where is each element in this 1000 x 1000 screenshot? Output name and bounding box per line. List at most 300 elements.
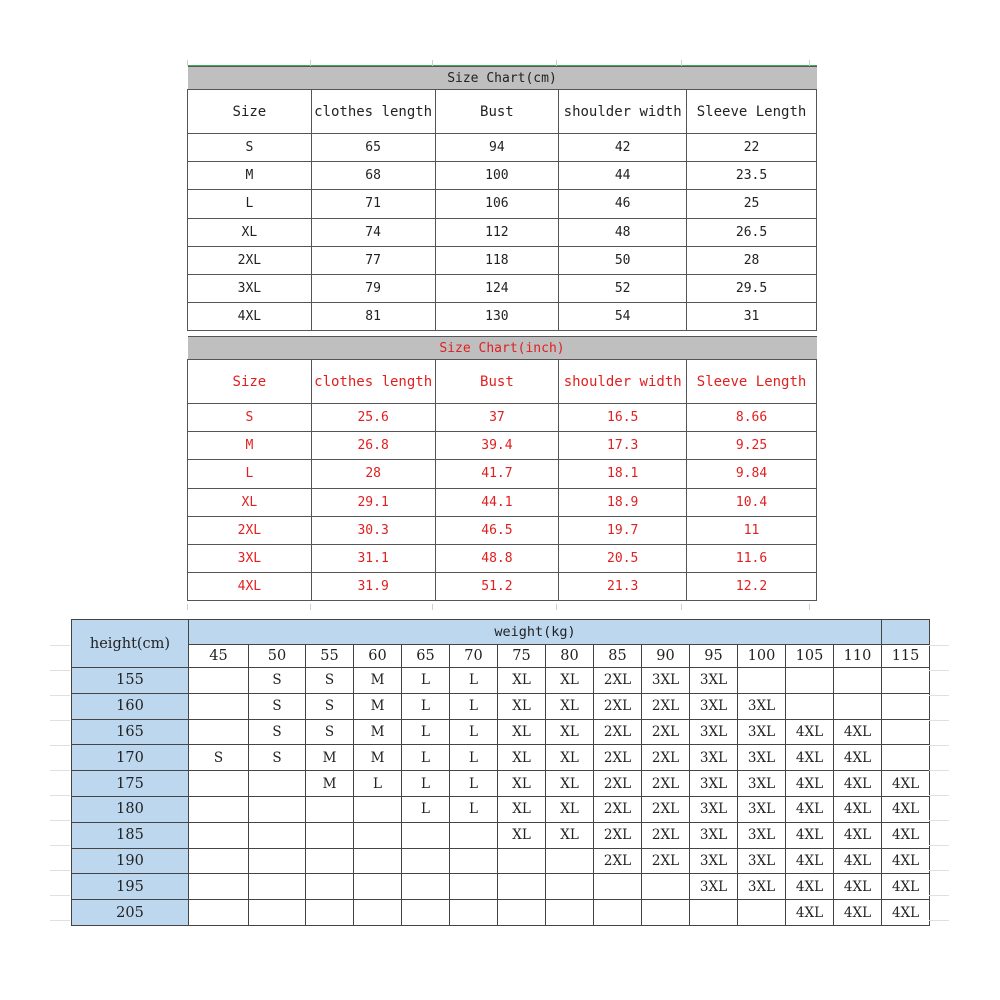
- size-cell: 48.8: [435, 544, 559, 572]
- fit-size-cell: S: [249, 745, 306, 771]
- fit-size-cell: 3XL: [738, 771, 786, 797]
- fit-size-cell: 4XL: [834, 848, 882, 874]
- grid-tick: [310, 604, 311, 610]
- fit-size-cell: 4XL: [834, 874, 882, 900]
- fit-size-cell: 2XL: [642, 796, 690, 822]
- fit-size-cell: M: [306, 771, 354, 797]
- grid-line: [50, 920, 70, 921]
- size-cell: 4XL: [188, 303, 312, 331]
- fit-row: [72, 693, 930, 719]
- fit-size-cell: 3XL: [690, 693, 738, 719]
- height-value: 160: [72, 693, 189, 719]
- grid-line: [50, 745, 70, 746]
- size-cell: 12.2: [687, 573, 817, 601]
- fit-size-cell: 4XL: [834, 719, 882, 745]
- fit-size-cell: 3XL: [690, 771, 738, 797]
- fit-size-cell: M: [354, 668, 402, 694]
- fit-size-cell: 4XL: [834, 796, 882, 822]
- size-cell: 50: [559, 246, 687, 274]
- fit-size-cell: XL: [498, 693, 546, 719]
- fit-size-cell: 3XL: [738, 848, 786, 874]
- size-row: [188, 544, 817, 572]
- fit-size-cell: 4XL: [786, 874, 834, 900]
- size-cell: 3XL: [188, 544, 312, 572]
- grid-line: [50, 795, 70, 796]
- size-cell: L: [188, 190, 312, 218]
- size-cell: 118: [435, 246, 559, 274]
- size-cell: 28: [687, 246, 817, 274]
- fit-size-cell: L: [402, 693, 450, 719]
- fit-size-cell: [189, 848, 249, 874]
- fit-size-cell: L: [402, 771, 450, 797]
- fit-row: [72, 848, 930, 874]
- size-cell: 79: [311, 274, 435, 302]
- fit-size-cell: 2XL: [594, 719, 642, 745]
- cm-header-sleeve-length: Sleeve Length: [687, 90, 817, 134]
- grid-tick: [432, 60, 433, 66]
- fit-size-cell: XL: [546, 745, 594, 771]
- weight-value: 65: [402, 645, 450, 668]
- fit-size-cell: L: [450, 693, 498, 719]
- fit-size-cell: 3XL: [690, 719, 738, 745]
- grid-tick: [556, 604, 557, 610]
- grid-line: [929, 920, 949, 921]
- size-cell: 29.5: [687, 274, 817, 302]
- size-row: [188, 488, 817, 516]
- height-value: 205: [72, 900, 189, 926]
- fit-size-cell: 4XL: [834, 822, 882, 848]
- grid-tick: [432, 604, 433, 610]
- fit-size-cell: M: [354, 693, 402, 719]
- fit-size-cell: 2XL: [594, 848, 642, 874]
- height-value: 195: [72, 874, 189, 900]
- fit-size-cell: S: [249, 668, 306, 694]
- size-cell: 81: [311, 303, 435, 331]
- fit-size-cell: [306, 874, 354, 900]
- size-cell: 31.9: [311, 573, 435, 601]
- fit-size-cell: S: [306, 719, 354, 745]
- size-cell: 106: [435, 190, 559, 218]
- fit-size-cell: S: [306, 668, 354, 694]
- fit-size-cell: 3XL: [738, 693, 786, 719]
- size-cell: 41.7: [435, 460, 559, 488]
- weight-value: 105: [786, 645, 834, 668]
- size-chart-inch-table: [187, 336, 817, 601]
- size-chart-cm-table: [187, 66, 817, 331]
- fit-size-cell: [786, 668, 834, 694]
- height-value: 165: [72, 719, 189, 745]
- size-cell: 54: [559, 303, 687, 331]
- fit-size-cell: 4XL: [786, 796, 834, 822]
- height-value: 175: [72, 771, 189, 797]
- fit-size-cell: 3XL: [642, 668, 690, 694]
- fit-size-cell: 2XL: [642, 822, 690, 848]
- height-value: 170: [72, 745, 189, 771]
- size-cell: 2XL: [188, 246, 312, 274]
- grid-line: [50, 670, 70, 671]
- fit-size-cell: 4XL: [786, 822, 834, 848]
- fit-size-cell: 4XL: [786, 900, 834, 926]
- size-cell: 68: [311, 162, 435, 190]
- fit-size-cell: 2XL: [594, 693, 642, 719]
- grid-tick: [556, 60, 557, 66]
- size-row: [188, 573, 817, 601]
- height-value: 180: [72, 796, 189, 822]
- weight-values-row: [72, 645, 930, 668]
- size-cell: 8.66: [687, 404, 817, 432]
- size-cell: 25.6: [311, 404, 435, 432]
- size-cell: 23.5: [687, 162, 817, 190]
- fit-size-cell: [786, 693, 834, 719]
- fit-size-cell: [189, 874, 249, 900]
- weight-value: 60: [354, 645, 402, 668]
- fit-size-cell: [189, 900, 249, 926]
- fit-row: [72, 719, 930, 745]
- size-cell: 46.5: [435, 516, 559, 544]
- fit-size-cell: 3XL: [690, 874, 738, 900]
- fit-size-cell: XL: [546, 719, 594, 745]
- fit-size-cell: [642, 900, 690, 926]
- height-column-header: height(cm): [72, 620, 189, 668]
- size-row: [188, 432, 817, 460]
- size-cell: S: [188, 134, 312, 162]
- fit-size-cell: [402, 848, 450, 874]
- size-cell: 51.2: [435, 573, 559, 601]
- grid-tick: [809, 604, 810, 610]
- size-row: [188, 190, 817, 218]
- fit-size-cell: 4XL: [882, 822, 930, 848]
- size-chart-cm-title: Size Chart(cm): [188, 67, 817, 90]
- fit-size-cell: [189, 719, 249, 745]
- size-cell: 11.6: [687, 544, 817, 572]
- fit-size-cell: [354, 900, 402, 926]
- fit-size-cell: [354, 874, 402, 900]
- grid-line: [50, 645, 70, 646]
- size-cell: S: [188, 404, 312, 432]
- fit-size-cell: [882, 693, 930, 719]
- grid-line: [929, 670, 949, 671]
- fit-size-cell: L: [450, 668, 498, 694]
- inch-header-sleeve-length: Sleeve Length: [687, 360, 817, 404]
- weight-value: 45: [189, 645, 249, 668]
- fit-size-cell: XL: [546, 796, 594, 822]
- weight-value: 55: [306, 645, 354, 668]
- grid-line: [50, 895, 70, 896]
- fit-size-cell: 3XL: [690, 822, 738, 848]
- fit-size-cell: L: [354, 771, 402, 797]
- weight-header: weight(kg): [189, 620, 882, 645]
- fit-size-cell: L: [450, 796, 498, 822]
- size-cell: 65: [311, 134, 435, 162]
- fit-size-cell: 3XL: [690, 745, 738, 771]
- grid-line: [929, 795, 949, 796]
- grid-line: [929, 845, 949, 846]
- fit-size-cell: [306, 796, 354, 822]
- size-cell: 100: [435, 162, 559, 190]
- fit-size-cell: [450, 874, 498, 900]
- fit-size-cell: [189, 796, 249, 822]
- fit-size-cell: XL: [546, 771, 594, 797]
- grid-line: [50, 720, 70, 721]
- fit-size-cell: 2XL: [642, 848, 690, 874]
- fit-size-cell: 2XL: [642, 693, 690, 719]
- grid-line: [50, 845, 70, 846]
- size-cell: 11: [687, 516, 817, 544]
- fit-size-cell: 4XL: [786, 771, 834, 797]
- fit-size-cell: [249, 822, 306, 848]
- fit-size-cell: L: [402, 796, 450, 822]
- size-row: [188, 303, 817, 331]
- height-value: 155: [72, 668, 189, 694]
- size-cell: L: [188, 460, 312, 488]
- fit-size-cell: [498, 900, 546, 926]
- size-cell: 71: [311, 190, 435, 218]
- fit-size-cell: 2XL: [594, 796, 642, 822]
- fit-size-cell: [402, 822, 450, 848]
- height-value: 185: [72, 822, 189, 848]
- fit-row: [72, 796, 930, 822]
- fit-size-cell: XL: [546, 822, 594, 848]
- size-cell: 124: [435, 274, 559, 302]
- fit-size-cell: L: [450, 745, 498, 771]
- fit-size-cell: L: [402, 719, 450, 745]
- cm-header-clothes-length: clothes length: [311, 90, 435, 134]
- fit-size-cell: [450, 900, 498, 926]
- inch-header-clothes-length: clothes length: [311, 360, 435, 404]
- fit-size-cell: 2XL: [594, 822, 642, 848]
- cm-header-bust: Bust: [435, 90, 559, 134]
- size-cell: 22: [687, 134, 817, 162]
- fit-size-cell: [249, 771, 306, 797]
- fit-size-cell: [834, 668, 882, 694]
- fit-size-cell: 4XL: [834, 771, 882, 797]
- fit-row: [72, 668, 930, 694]
- fit-size-cell: [594, 874, 642, 900]
- fit-size-cell: 4XL: [882, 874, 930, 900]
- size-cell: 39.4: [435, 432, 559, 460]
- fit-size-cell: [354, 848, 402, 874]
- grid-line: [929, 645, 949, 646]
- fit-size-cell: XL: [498, 668, 546, 694]
- size-row: [188, 274, 817, 302]
- fit-size-cell: 2XL: [594, 745, 642, 771]
- fit-size-cell: [306, 822, 354, 848]
- size-cell: 112: [435, 218, 559, 246]
- inch-header-size: Size: [188, 360, 312, 404]
- size-cell: 44.1: [435, 488, 559, 516]
- weight-value: 110: [834, 645, 882, 668]
- size-cell: 94: [435, 134, 559, 162]
- size-cell: 31.1: [311, 544, 435, 572]
- fit-size-cell: [882, 719, 930, 745]
- size-cell: 16.5: [559, 404, 687, 432]
- inch-header-bust: Bust: [435, 360, 559, 404]
- size-cell: 18.9: [559, 488, 687, 516]
- size-cell: 20.5: [559, 544, 687, 572]
- fit-row: [72, 900, 930, 926]
- size-cell: 26.8: [311, 432, 435, 460]
- fit-size-cell: [882, 745, 930, 771]
- fit-size-cell: 2XL: [642, 719, 690, 745]
- grid-tick: [681, 60, 682, 66]
- size-row: [188, 134, 817, 162]
- size-cell: 46: [559, 190, 687, 218]
- cm-header-size: Size: [188, 90, 312, 134]
- size-cell: M: [188, 432, 312, 460]
- fit-size-cell: XL: [546, 693, 594, 719]
- fit-size-cell: [498, 848, 546, 874]
- fit-size-cell: 4XL: [882, 796, 930, 822]
- fit-size-cell: [249, 848, 306, 874]
- fit-size-cell: 3XL: [738, 874, 786, 900]
- fit-size-cell: S: [249, 719, 306, 745]
- size-cell: 130: [435, 303, 559, 331]
- size-cell: 28: [311, 460, 435, 488]
- fit-size-cell: [306, 848, 354, 874]
- size-cell: 42: [559, 134, 687, 162]
- fit-size-cell: XL: [498, 796, 546, 822]
- size-cell: M: [188, 162, 312, 190]
- fit-row: [72, 745, 930, 771]
- fit-size-cell: XL: [498, 771, 546, 797]
- grid-line: [929, 870, 949, 871]
- fit-size-cell: L: [402, 745, 450, 771]
- size-chart-inch-title: Size Chart(inch): [188, 337, 817, 360]
- size-cell: 10.4: [687, 488, 817, 516]
- size-cell: 74: [311, 218, 435, 246]
- size-row: [188, 162, 817, 190]
- grid-line: [929, 695, 949, 696]
- fit-size-cell: 3XL: [738, 719, 786, 745]
- weight-value: 75: [498, 645, 546, 668]
- fit-size-cell: [402, 874, 450, 900]
- fit-size-cell: 3XL: [738, 796, 786, 822]
- grid-line: [50, 870, 70, 871]
- fit-size-cell: 4XL: [882, 900, 930, 926]
- fit-size-cell: [189, 668, 249, 694]
- weight-value: 95: [690, 645, 738, 668]
- weight-value: 85: [594, 645, 642, 668]
- fit-size-cell: S: [306, 693, 354, 719]
- fit-size-cell: [450, 848, 498, 874]
- size-row: [188, 218, 817, 246]
- fit-size-cell: S: [249, 693, 306, 719]
- fit-size-cell: [546, 874, 594, 900]
- fit-size-cell: M: [354, 719, 402, 745]
- fit-size-cell: 3XL: [690, 848, 738, 874]
- fit-size-cell: 3XL: [738, 822, 786, 848]
- fit-size-cell: [690, 900, 738, 926]
- size-cell: 4XL: [188, 573, 312, 601]
- fit-size-cell: 3XL: [738, 745, 786, 771]
- cm-header-shoulder-width: shoulder width: [559, 90, 687, 134]
- fit-size-cell: 2XL: [594, 771, 642, 797]
- fit-size-cell: [189, 693, 249, 719]
- size-row: [188, 404, 817, 432]
- grid-tick: [809, 60, 810, 66]
- fit-size-cell: [546, 900, 594, 926]
- fit-size-cell: 4XL: [882, 848, 930, 874]
- weight-value: 70: [450, 645, 498, 668]
- fit-size-cell: 2XL: [642, 771, 690, 797]
- grid-tick: [310, 60, 311, 66]
- size-cell: 19.7: [559, 516, 687, 544]
- grid-line: [929, 820, 949, 821]
- fit-size-cell: 2XL: [642, 745, 690, 771]
- fit-size-cell: [249, 796, 306, 822]
- fit-size-cell: XL: [498, 745, 546, 771]
- grid-line: [50, 695, 70, 696]
- fit-size-cell: 3XL: [690, 796, 738, 822]
- size-cell: 52: [559, 274, 687, 302]
- weight-header-spare: [882, 620, 930, 645]
- fit-row: [72, 874, 930, 900]
- fit-size-cell: 4XL: [834, 900, 882, 926]
- weight-value: 90: [642, 645, 690, 668]
- fit-size-cell: XL: [498, 822, 546, 848]
- size-cell: 44: [559, 162, 687, 190]
- size-cell: XL: [188, 488, 312, 516]
- fit-size-cell: XL: [546, 668, 594, 694]
- grid-line: [929, 895, 949, 896]
- size-cell: 9.84: [687, 460, 817, 488]
- fit-size-cell: [882, 668, 930, 694]
- size-cell: 31: [687, 303, 817, 331]
- fit-size-cell: 4XL: [786, 848, 834, 874]
- fit-size-cell: 4XL: [786, 719, 834, 745]
- fit-size-cell: [738, 668, 786, 694]
- size-cell: 25: [687, 190, 817, 218]
- fit-size-cell: [249, 874, 306, 900]
- size-cell: 17.3: [559, 432, 687, 460]
- size-cell: 26.5: [687, 218, 817, 246]
- size-cell: 2XL: [188, 516, 312, 544]
- size-row: [188, 246, 817, 274]
- fit-size-cell: M: [306, 745, 354, 771]
- fit-size-cell: [450, 822, 498, 848]
- grid-line: [929, 745, 949, 746]
- fit-size-cell: [189, 771, 249, 797]
- fit-size-cell: 4XL: [882, 771, 930, 797]
- size-cell: XL: [188, 218, 312, 246]
- grid-line: [929, 770, 949, 771]
- size-cell: 21.3: [559, 573, 687, 601]
- weight-value: 100: [738, 645, 786, 668]
- grid-line: [929, 720, 949, 721]
- size-cell: 18.1: [559, 460, 687, 488]
- size-row: [188, 460, 817, 488]
- size-cell: 30.3: [311, 516, 435, 544]
- fit-size-cell: [642, 874, 690, 900]
- grid-tick: [681, 604, 682, 610]
- grid-tick: [187, 60, 188, 66]
- fit-size-cell: [354, 822, 402, 848]
- fit-size-cell: [594, 900, 642, 926]
- fit-size-cell: L: [450, 771, 498, 797]
- fit-row: [72, 771, 930, 797]
- size-cell: 48: [559, 218, 687, 246]
- size-cell: 29.1: [311, 488, 435, 516]
- weight-value: 50: [249, 645, 306, 668]
- fit-size-cell: [402, 900, 450, 926]
- fit-size-cell: [249, 900, 306, 926]
- fit-size-cell: [189, 822, 249, 848]
- size-cell: 37: [435, 404, 559, 432]
- grid-tick: [187, 604, 188, 610]
- grid-line: [50, 820, 70, 821]
- fit-size-cell: L: [402, 668, 450, 694]
- fit-size-cell: 3XL: [690, 668, 738, 694]
